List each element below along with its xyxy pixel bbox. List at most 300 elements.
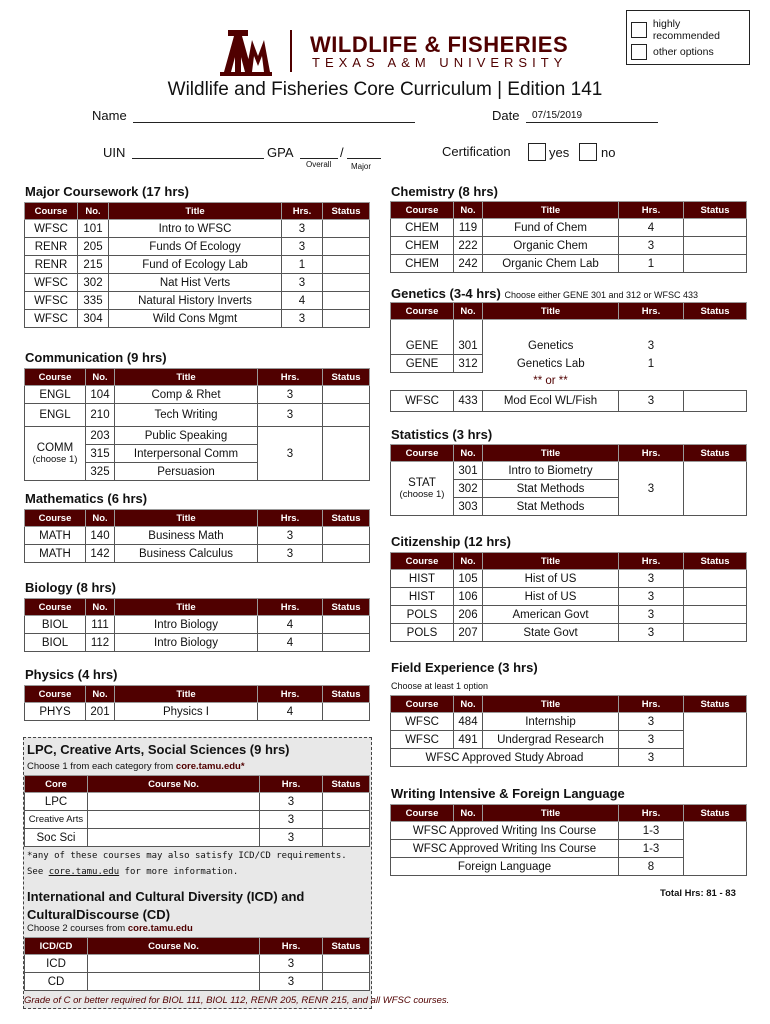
table-row	[391, 320, 747, 338]
table-row	[391, 462, 747, 480]
col-hrs: Hrs.	[258, 510, 323, 527]
col-no: No.	[86, 510, 115, 527]
status-cell[interactable]	[323, 404, 370, 427]
uin-label: UIN	[103, 145, 126, 160]
course-cell: PHYS	[25, 703, 86, 721]
lpc-heading: LPC, Creative Arts, Social Sciences (9 hrs)	[27, 742, 290, 757]
status-cell[interactable]	[323, 545, 370, 563]
col-course: Course	[25, 510, 86, 527]
title-cell: WFSC Approved Writing Ins Course	[391, 840, 619, 858]
table-row	[391, 337, 747, 355]
number-cell: 201	[86, 703, 115, 721]
cert-yes-checkbox[interactable]	[528, 143, 546, 161]
col-title: Title	[109, 203, 282, 220]
number-cell: 433	[454, 391, 483, 412]
hours-cell: 3	[619, 624, 684, 642]
number-cell: 242	[454, 255, 483, 273]
hours-cell: 3	[282, 310, 323, 328]
table-row	[391, 713, 747, 731]
spacer-cell	[483, 320, 619, 338]
col-no: No.	[86, 599, 115, 616]
icd-link[interactable]: core.tamu.edu	[127, 923, 193, 934]
status-cell[interactable]	[684, 606, 747, 624]
status-cell[interactable]	[684, 570, 747, 588]
status-cell[interactable]	[323, 256, 370, 274]
hours-cell: 3	[258, 527, 323, 545]
col-hrs: Hrs.	[619, 696, 684, 713]
number-cell: 312	[454, 355, 483, 373]
col-no: No.	[86, 369, 115, 386]
gpa-separator: /	[340, 145, 344, 160]
title-cell: Intro to WFSC	[109, 220, 282, 238]
hours-cell: 3	[647, 339, 655, 352]
status-cell[interactable]	[323, 973, 370, 991]
spacer-cell	[619, 320, 684, 338]
core-link[interactable]: core.tamu.edu	[48, 867, 120, 877]
status-cell[interactable]	[684, 391, 747, 412]
number-cell: 104	[86, 386, 115, 404]
bio-heading: Biology (8 hrs)	[25, 580, 117, 595]
cert-no-label: no	[601, 145, 616, 160]
course-cell: MATH	[25, 545, 86, 563]
lpc-table	[24, 775, 370, 847]
course-cell: CHEM	[391, 255, 454, 273]
col-no: No.	[454, 202, 483, 219]
stat-course-cell	[391, 462, 454, 516]
status-cell[interactable]	[323, 811, 370, 829]
title-cell: State Govt	[483, 624, 619, 642]
hours-cell: 3	[258, 427, 323, 481]
gpa-major-label: Major	[351, 162, 372, 171]
table-row	[25, 238, 370, 256]
chem-heading: Chemistry (8 hrs)	[391, 184, 498, 199]
table-row	[25, 973, 370, 991]
hours-cell: 3	[282, 238, 323, 256]
table-row	[25, 527, 370, 545]
col-icdcd: ICD/CD	[25, 938, 88, 955]
table-row	[25, 793, 370, 811]
spacer-cell	[454, 373, 483, 391]
table-row	[391, 606, 747, 624]
hours-cell: 1	[619, 255, 684, 273]
title-cell: Intro to Biometry	[483, 462, 619, 480]
number-cell: 112	[86, 634, 115, 652]
icd-heading-2: CulturalDiscourse (CD)	[27, 907, 171, 922]
stat-table	[390, 444, 747, 516]
date-field[interactable]	[526, 122, 658, 123]
cd-cell: CD	[25, 973, 88, 991]
course-no-field[interactable]	[88, 973, 260, 991]
col-hrs: Hrs.	[258, 686, 323, 703]
hours-cell: 1	[647, 357, 655, 370]
math-heading: Mathematics (6 hrs)	[25, 491, 148, 506]
col-status: Status	[684, 202, 747, 219]
hours-cell: 3	[282, 220, 323, 238]
lpc-note-1: *any of these courses may also satisfy ICD/CD requirements.	[27, 851, 347, 861]
title-cell: Internship	[483, 713, 619, 731]
status-cell[interactable]	[684, 713, 747, 767]
table-row	[25, 703, 370, 721]
legend-other	[631, 44, 714, 60]
hours-cell: 3	[619, 588, 684, 606]
title-cell: Genetics Lab	[516, 357, 585, 370]
course-cell: RENR	[25, 238, 78, 256]
number-cell: 222	[454, 237, 483, 255]
number-cell: 205	[78, 238, 109, 256]
hours-cell: 3	[258, 545, 323, 563]
bio-table	[24, 598, 370, 652]
number-cell: 119	[454, 219, 483, 237]
name-field[interactable]	[133, 122, 415, 123]
col-title: Title	[483, 805, 619, 822]
col-no: No.	[454, 303, 483, 320]
col-course: Course	[391, 805, 454, 822]
col-hrs: Hrs.	[619, 303, 684, 320]
lpc-link[interactable]: core.tamu.edu*	[175, 761, 245, 772]
field-table	[390, 695, 747, 767]
title-cell: Intro Biology	[115, 634, 258, 652]
number-cell: 315	[86, 445, 115, 463]
course-cell: CHEM	[391, 237, 454, 255]
col-hrs: Hrs.	[260, 776, 323, 793]
col-course-no: Course No.	[88, 776, 260, 793]
certification-label: Certification	[442, 144, 511, 159]
stat-course: STAT	[408, 477, 436, 489]
course-cell: HIST	[391, 588, 454, 606]
course-cell: ENGL	[25, 386, 86, 404]
col-title: Title	[115, 599, 258, 616]
number-cell: 111	[86, 616, 115, 634]
title-cell: American Govt	[483, 606, 619, 624]
gpa-major-field[interactable]	[347, 158, 381, 159]
course-cell: WFSC	[391, 391, 454, 412]
hours-cell: 3	[619, 462, 684, 516]
table-row	[25, 545, 370, 563]
col-course-no: Course No.	[88, 938, 260, 955]
status-cell[interactable]	[323, 427, 370, 481]
col-no: No.	[78, 203, 109, 220]
lpc-choose	[27, 761, 245, 772]
hours-cell: 3	[282, 274, 323, 292]
course-cell: BIOL	[25, 634, 86, 652]
hours-cell: 3	[619, 731, 684, 749]
title-cell: Hist of US	[483, 570, 619, 588]
number-cell: 210	[86, 404, 115, 427]
hours-cell: 3	[260, 973, 323, 991]
table-row	[391, 255, 747, 273]
number-cell: 491	[454, 731, 483, 749]
title-cell: Business Calculus	[115, 545, 258, 563]
number-cell: 215	[78, 256, 109, 274]
number-cell: 484	[454, 713, 483, 731]
hours-cell: 8	[619, 858, 684, 876]
hours-cell: 3	[260, 955, 323, 973]
status-cell[interactable]	[684, 822, 747, 876]
hours-cell: 3	[260, 811, 323, 829]
spacer-cell	[619, 373, 684, 391]
title-cell: Fund of Chem	[483, 219, 619, 237]
col-hrs: Hrs.	[258, 369, 323, 386]
core-cell: Soc Sci	[25, 829, 88, 847]
course-no-field[interactable]	[88, 811, 260, 829]
col-hrs: Hrs.	[619, 553, 684, 570]
title-cell: WFSC Approved Writing Ins Course	[391, 822, 619, 840]
status-cell[interactable]	[323, 220, 370, 238]
or-text: ** or **	[533, 375, 568, 388]
math-table	[24, 509, 370, 563]
number-cell: 142	[86, 545, 115, 563]
col-status: Status	[684, 303, 747, 320]
number-cell: 106	[454, 588, 483, 606]
gpa-overall-label: Overall	[306, 160, 332, 169]
col-course: Course	[391, 445, 454, 462]
hours-cell: 3	[619, 606, 684, 624]
title-cell: WFSC Approved Study Abroad	[391, 749, 619, 767]
col-status: Status	[684, 445, 747, 462]
col-title: Title	[483, 553, 619, 570]
hours-cell: 3	[260, 829, 323, 847]
number-cell: 140	[86, 527, 115, 545]
lpc-choose-text: Choose 1 from each category from	[27, 761, 176, 772]
table-row	[25, 955, 370, 973]
number-cell: 101	[78, 220, 109, 238]
course-no-field[interactable]	[88, 793, 260, 811]
core-cell: LPC	[25, 793, 88, 811]
col-course: Course	[391, 696, 454, 713]
col-status: Status	[323, 369, 370, 386]
core-cell: Creative Arts	[25, 811, 88, 829]
status-cell[interactable]	[684, 219, 747, 237]
cit-table	[390, 552, 747, 642]
hours-cell: 1-3	[619, 840, 684, 858]
title-cell: Public Speaking	[115, 427, 258, 445]
course-cell: GENE	[391, 355, 454, 373]
title-cell: Foreign Language	[391, 858, 619, 876]
number-cell: 325	[86, 463, 115, 481]
table-row	[25, 386, 370, 404]
table-row	[25, 292, 370, 310]
course-no-field[interactable]	[88, 955, 260, 973]
table-row	[25, 220, 370, 238]
course-cell: HIST	[391, 570, 454, 588]
table-row	[25, 634, 370, 652]
course-cell: WFSC	[391, 713, 454, 731]
course-cell: ENGL	[25, 404, 86, 427]
col-title: Title	[115, 686, 258, 703]
course-cell: WFSC	[25, 292, 78, 310]
col-title: Title	[483, 445, 619, 462]
number-cell: 206	[454, 606, 483, 624]
hours-cell: 3	[258, 386, 323, 404]
table-row	[25, 310, 370, 328]
uin-field[interactable]	[132, 158, 264, 159]
col-core: Core	[25, 776, 88, 793]
status-cell[interactable]	[684, 255, 747, 273]
title-cell: Intro Biology	[115, 616, 258, 634]
hours-cell: 3	[619, 391, 684, 412]
title-cell: Organic Chem Lab	[483, 255, 619, 273]
course-cell: WFSC	[25, 310, 78, 328]
number-cell: 302	[454, 480, 483, 498]
hours-cell: 3	[619, 713, 684, 731]
status-cell[interactable]	[323, 955, 370, 973]
brand-subtitle: TEXAS A&M UNIVERSITY	[312, 55, 568, 70]
hours-cell: 4	[282, 292, 323, 310]
comm-heading: Communication (9 hrs)	[25, 350, 167, 365]
comm-choose: (choose 1)	[32, 454, 78, 465]
col-title: Title	[483, 696, 619, 713]
col-status: Status	[684, 805, 747, 822]
spacer-cell	[391, 320, 454, 338]
field-heading: Field Experience (3 hrs)	[391, 660, 538, 675]
table-row	[25, 404, 370, 427]
col-status: Status	[323, 599, 370, 616]
footer-note: Grade of C or better required for BIOL 111, BIOL 112, RENR 205, RENR 215, and all WFSC courses.	[24, 995, 450, 1006]
icd-choose	[27, 923, 193, 934]
status-cell[interactable]	[684, 337, 747, 355]
title-cell: Undergrad Research	[483, 731, 619, 749]
col-status: Status	[323, 203, 370, 220]
title-cell: Hist of US	[483, 588, 619, 606]
course-cell: RENR	[25, 256, 78, 274]
status-cell[interactable]	[323, 634, 370, 652]
hours-cell: 3	[260, 793, 323, 811]
title-cell: Genetics	[528, 339, 574, 352]
table-row	[391, 237, 747, 255]
cert-no-checkbox[interactable]	[579, 143, 597, 161]
table-row	[25, 616, 370, 634]
col-title: Title	[483, 303, 619, 320]
spacer-cell	[684, 320, 747, 338]
course-cell: GENE	[391, 337, 454, 355]
col-course: Course	[25, 599, 86, 616]
legend-other-label: other options	[653, 46, 714, 58]
title-cell: Stat Methods	[483, 498, 619, 516]
hours-cell: 4	[258, 634, 323, 652]
hours-cell: 1	[282, 256, 323, 274]
hours-cell: 3	[619, 749, 684, 767]
major-table	[24, 202, 370, 328]
col-course: Course	[25, 686, 86, 703]
table-row	[25, 274, 370, 292]
title-cell: Persuasion	[115, 463, 258, 481]
col-title: Title	[483, 202, 619, 219]
status-cell[interactable]	[323, 310, 370, 328]
number-cell: 105	[454, 570, 483, 588]
status-cell[interactable]	[323, 793, 370, 811]
note-text: See	[27, 867, 49, 877]
col-hrs: Hrs.	[619, 805, 684, 822]
stat-heading: Statistics (3 hrs)	[391, 427, 493, 442]
spacer-cell	[454, 320, 483, 338]
course-cell: WFSC	[391, 731, 454, 749]
writing-table	[390, 804, 747, 876]
col-status: Status	[684, 696, 747, 713]
spacer-cell	[391, 373, 454, 391]
gen-heading-text: Genetics (3-4 hrs)	[391, 286, 501, 301]
course-cell: BIOL	[25, 616, 86, 634]
name-label: Name	[92, 108, 127, 123]
stat-choose: (choose 1)	[399, 489, 445, 500]
table-row	[391, 355, 747, 373]
col-hrs: Hrs.	[619, 202, 684, 219]
number-cell: 335	[78, 292, 109, 310]
table-row	[391, 624, 747, 642]
table-row	[25, 829, 370, 847]
title-cell: Stat Methods	[483, 480, 619, 498]
col-no: No.	[454, 805, 483, 822]
hours-cell: 1-3	[619, 822, 684, 840]
col-course: Course	[391, 553, 454, 570]
status-cell[interactable]	[323, 829, 370, 847]
status-cell[interactable]	[323, 238, 370, 256]
col-hrs: Hrs.	[619, 445, 684, 462]
number-cell: 301	[454, 462, 483, 480]
comm-course: COMM	[36, 442, 74, 454]
status-cell[interactable]	[684, 588, 747, 606]
status-cell[interactable]	[323, 703, 370, 721]
status-cell[interactable]	[323, 274, 370, 292]
title-cell: Business Math	[115, 527, 258, 545]
hours-cell: 4	[619, 219, 684, 237]
status-cell[interactable]	[684, 237, 747, 255]
table-row	[25, 811, 370, 829]
status-cell[interactable]	[684, 462, 747, 516]
table-row	[25, 427, 370, 445]
logo-divider	[290, 30, 292, 72]
title-cell: Fund of Ecology Lab	[109, 256, 282, 274]
col-course: Course	[391, 303, 454, 320]
cert-yes-label: yes	[549, 145, 570, 160]
status-cell[interactable]	[684, 624, 747, 642]
table-row	[391, 391, 747, 412]
or-row	[391, 373, 747, 391]
hours-cell: 4	[258, 703, 323, 721]
col-hrs: Hrs.	[282, 203, 323, 220]
spacer-cell	[684, 373, 747, 391]
status-cell[interactable]	[323, 386, 370, 404]
col-status: Status	[323, 938, 370, 955]
table-row	[391, 588, 747, 606]
title-cell: Physics I	[115, 703, 258, 721]
course-cell: WFSC	[25, 220, 78, 238]
col-no: No.	[86, 686, 115, 703]
date-label: Date	[492, 108, 520, 123]
title-cell: Mod Ecol WL/Fish	[483, 391, 619, 412]
number-cell: 303	[454, 498, 483, 516]
status-cell[interactable]	[323, 292, 370, 310]
status-cell[interactable]	[684, 355, 747, 373]
course-cell: POLS	[391, 606, 454, 624]
title-cell: Natural History Inverts	[109, 292, 282, 310]
status-cell[interactable]	[323, 527, 370, 545]
date-value: 07/15/2019	[532, 110, 583, 121]
title-cell: Interpersonal Comm	[115, 445, 258, 463]
icd-table	[24, 937, 370, 991]
course-no-field[interactable]	[88, 829, 260, 847]
writing-heading: Writing Intensive & Foreign Language	[391, 786, 625, 801]
number-cell: 301	[454, 337, 483, 355]
title-cell: Wild Cons Mgmt	[109, 310, 282, 328]
col-status: Status	[323, 776, 370, 793]
title-cell: Funds Of Ecology	[109, 238, 282, 256]
status-cell[interactable]	[323, 616, 370, 634]
hours-cell: 3	[258, 404, 323, 427]
gpa-overall-field[interactable]	[300, 158, 338, 159]
col-course: Course	[391, 202, 454, 219]
col-course: Course	[25, 203, 78, 220]
table-row	[391, 822, 747, 840]
